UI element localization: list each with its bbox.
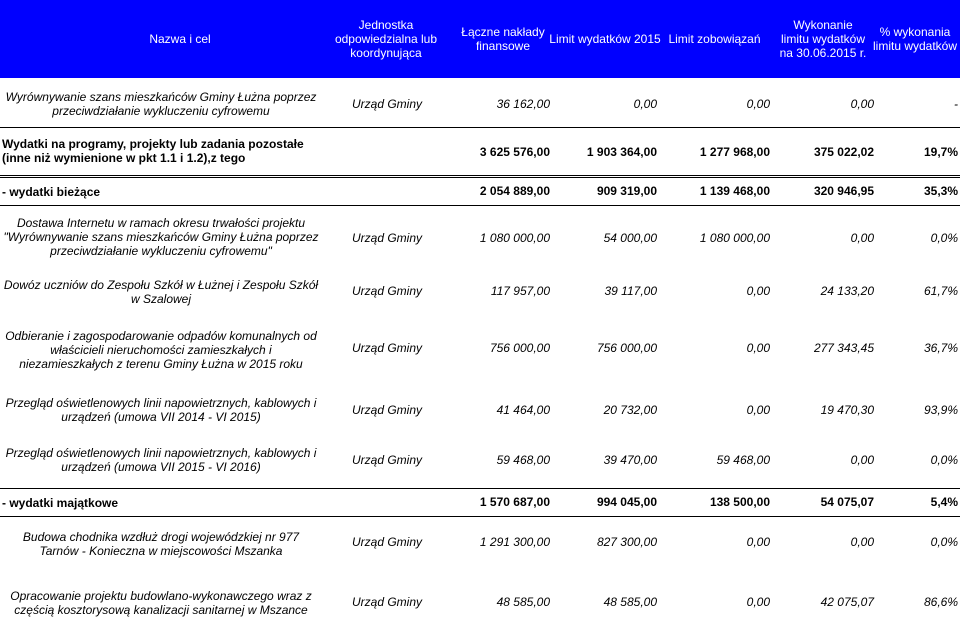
- row-percent: -: [954, 97, 958, 111]
- row-unit: Urząd Gminy: [352, 341, 423, 355]
- row-execution: 54 075,07: [820, 495, 874, 509]
- row-execution: 277 343,45: [813, 341, 874, 355]
- row-obligations: 0,00: [746, 595, 770, 609]
- row-limit: 39 470,00: [603, 453, 657, 467]
- table-row: [0, 522, 960, 566]
- row-limit: 54 000,00: [603, 231, 657, 245]
- row-total: 36 162,00: [496, 97, 550, 111]
- row-execution: 320 946,95: [813, 184, 874, 198]
- row-name: Odbieranie i zagospodarowanie odpadów komunalnych od właścicieli nieruchomości zamieszkałych i niezamieszkałych z terenu Gminy Łużna w 2015 roku: [5, 329, 317, 371]
- row-total: 2 054 889,00: [479, 184, 550, 198]
- row-total: 1 570 687,00: [479, 495, 550, 509]
- row-total: 1 080 000,00: [479, 231, 550, 245]
- table-row: [0, 207, 960, 267]
- row-limit: 0,00: [633, 97, 657, 111]
- row-unit: Urząd Gminy: [352, 595, 423, 609]
- row-percent: 86,6%: [923, 595, 958, 609]
- row-obligations: 0,00: [746, 284, 770, 298]
- row-percent: 61,7%: [923, 284, 958, 298]
- row-limit: 909 319,00: [596, 184, 657, 198]
- row-execution: 0,00: [850, 231, 874, 245]
- row-limit: 827 300,00: [596, 535, 657, 549]
- header-execution: Wykonanie limitu wydatków na 30.06.2015 r.: [779, 18, 867, 60]
- row-unit: Urząd Gminy: [352, 453, 423, 467]
- row-limit: 756 000,00: [596, 341, 657, 355]
- table-row: [0, 127, 960, 176]
- row-limit: 39 117,00: [604, 284, 657, 298]
- row-name: Wydatki na programy, projekty lub zadania pozostałe (inne niż wymienione w pkt 1.1 i 1.2),z tego: [2, 137, 304, 165]
- table-header: [0, 0, 960, 78]
- row-name: Wyrównywanie szans mieszkańców Gminy Łużna poprzez przeciwdziałanie wykluczeniu cyfrowemu: [5, 90, 317, 118]
- row-unit: Urząd Gminy: [352, 97, 423, 111]
- header-unit: Jednostka odpowiedzialna lub koordynująca: [334, 18, 438, 60]
- header-obligations: Limit zobowiązań: [668, 32, 761, 46]
- row-unit: Urząd Gminy: [352, 535, 423, 549]
- row-obligations: 0,00: [746, 403, 770, 417]
- row-obligations: 138 500,00: [709, 495, 770, 509]
- row-percent: 5,4%: [930, 495, 958, 509]
- row-total: 48 585,00: [496, 595, 550, 609]
- header-total: Łączne nakłady finansowe: [461, 25, 545, 53]
- row-percent: 19,7%: [923, 145, 958, 159]
- table-row: [0, 488, 960, 517]
- row-obligations: 1 277 968,00: [699, 145, 770, 159]
- row-name: Przegląd oświetlenowych linii napowietrznych, kablowych i urządzeń (umowa VII 2015 - VI 2016): [5, 446, 317, 474]
- row-name: Dostawa Internetu w ramach okresu trwałości projektu "Wyrównywanie szans mieszkańców Gminy Łużna poprzez przeciwdziałanie wykluczeniu cyfrowemu": [3, 216, 319, 258]
- row-percent: 0,0%: [930, 453, 958, 467]
- row-obligations: 0,00: [746, 341, 770, 355]
- row-total: 117 957,00: [490, 284, 550, 298]
- header-percent: % wykonania limitu wydatków: [872, 25, 958, 53]
- table-row: [0, 320, 960, 380]
- row-percent: 0,0%: [930, 231, 958, 245]
- row-unit: Urząd Gminy: [352, 284, 423, 298]
- row-total: 1 291 300,00: [479, 535, 550, 549]
- row-name: - wydatki majątkowe: [2, 495, 119, 510]
- row-obligations: 59 468,00: [716, 453, 770, 467]
- row-name: Dowóz uczniów do Zespołu Szkół w Łużnej i Zespołu Szkół w Szalowej: [3, 278, 319, 306]
- row-limit: 994 045,00: [596, 495, 657, 509]
- row-percent: 0,0%: [930, 535, 958, 549]
- row-limit: 20 732,00: [603, 403, 657, 417]
- row-obligations: 0,00: [746, 535, 770, 549]
- row-execution: 0,00: [850, 453, 874, 467]
- row-execution: 0,00: [850, 97, 874, 111]
- row-limit: 1 903 364,00: [586, 145, 657, 159]
- row-percent: 35,3%: [923, 184, 958, 198]
- row-unit: Urząd Gminy: [352, 403, 423, 417]
- row-execution: 24 133,20: [820, 284, 874, 298]
- header-limit-2015: Limit wydatków 2015: [549, 32, 661, 46]
- table-row: [0, 270, 960, 314]
- row-limit: 48 585,00: [603, 595, 657, 609]
- row-unit: Urząd Gminy: [352, 231, 423, 245]
- row-execution: 375 022,02: [813, 145, 874, 159]
- table-row: [0, 177, 960, 206]
- table-row: [0, 580, 960, 626]
- table-row: [0, 388, 960, 432]
- row-name: - wydatki bieżące: [2, 184, 101, 199]
- row-execution: 0,00: [850, 535, 874, 549]
- table-row: [0, 84, 960, 124]
- header-name: Nazwa i cel: [149, 32, 211, 46]
- row-obligations: 1 139 468,00: [699, 184, 770, 198]
- row-name: Przegląd oświetlenowych linii napowietrznych, kablowych i urządzeń (umowa VII 2014 - VI 2015): [5, 396, 317, 424]
- row-name: Budowa chodnika wzdłuż drogi wojewódzkiej nr 977 Tarnów - Konieczna w miejscowości Mszanka: [22, 530, 300, 558]
- row-obligations: 1 080 000,00: [699, 231, 770, 245]
- row-execution: 42 075,07: [820, 595, 874, 609]
- row-total: 41 464,00: [496, 403, 550, 417]
- row-total: 3 625 576,00: [479, 145, 550, 159]
- row-execution: 19 470,30: [820, 403, 874, 417]
- row-total: 59 468,00: [496, 453, 550, 467]
- row-total: 756 000,00: [489, 341, 550, 355]
- table-row: [0, 438, 960, 482]
- row-obligations: 0,00: [746, 97, 770, 111]
- row-name: Opracowanie projektu budowlano-wykonawczego wraz z częścią kosztorysową kanalizacji sanitarnej w Mszance: [10, 589, 312, 617]
- row-percent: 36,7%: [923, 341, 958, 355]
- row-percent: 93,9%: [923, 403, 958, 417]
